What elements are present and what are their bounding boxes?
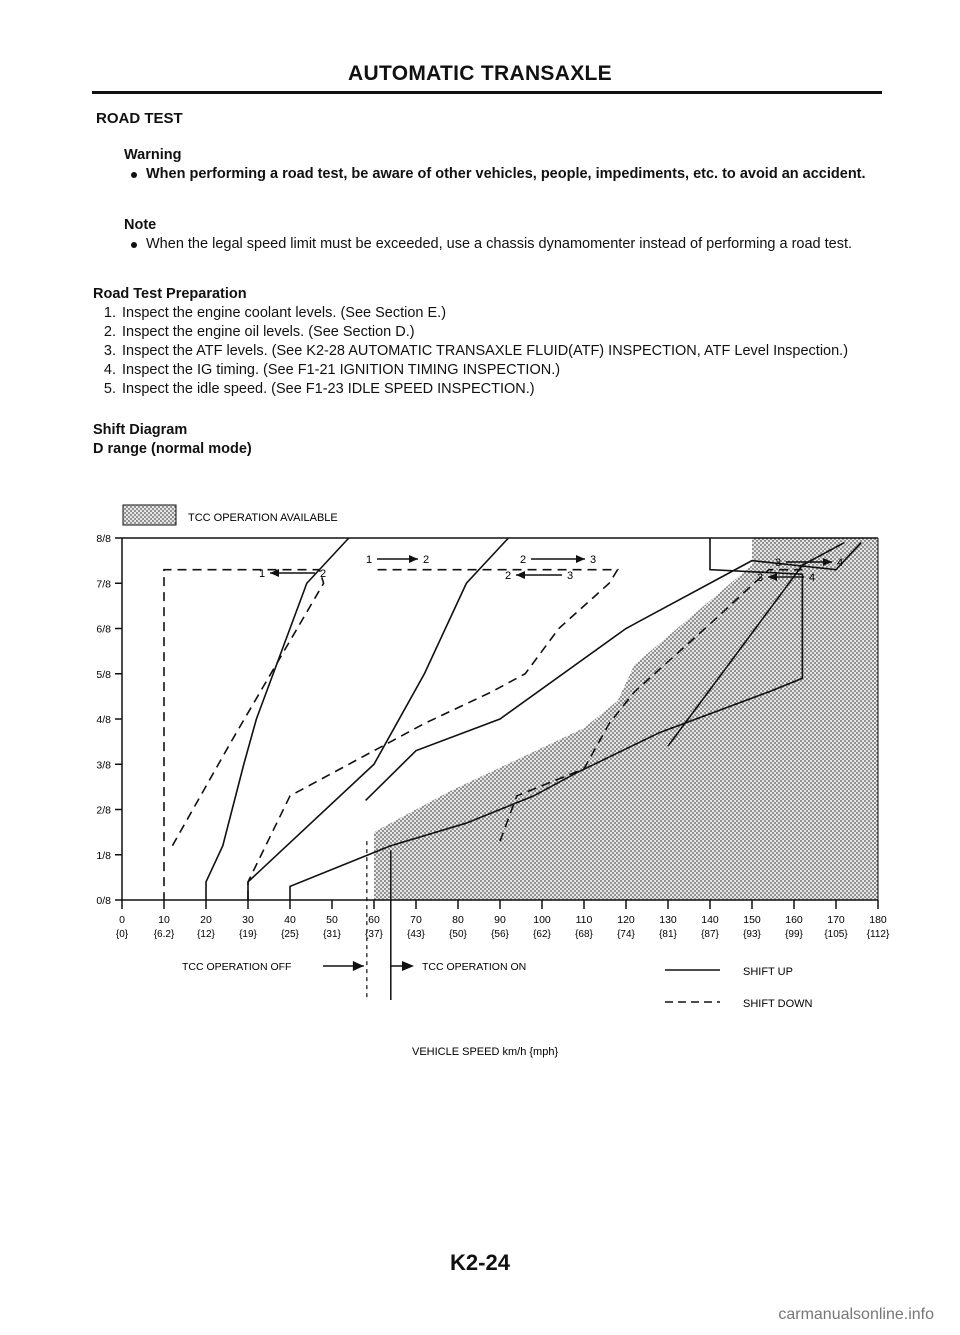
note-block: [124, 216, 892, 254]
shift-annotation-to: 2: [422, 554, 430, 566]
preparation-heading: Road Test Preparation: [93, 286, 247, 302]
x-tick-label: 0: [119, 914, 125, 926]
page-header-title: AUTOMATIC TRANSAXLE: [348, 62, 612, 85]
y-tick-label: 3/8: [96, 759, 111, 772]
x-tick-label: 110: [575, 914, 593, 926]
x-tick-mph-label: {6.2}: [153, 929, 175, 940]
shift-annotation-from: 3: [756, 572, 764, 584]
diagram-subheading: D range (normal mode): [93, 441, 252, 457]
x-tick-label: 90: [494, 914, 506, 926]
preparation-block: [93, 285, 883, 399]
shift-down-line: [164, 568, 327, 900]
x-tick-mph-label: {93}: [743, 929, 761, 940]
x-axis-label: VEHICLE SPEED km/h {mph}: [412, 1046, 559, 1058]
tcc-off-label: TCC OPERATION OFF: [182, 961, 292, 973]
tcc-off-arrowhead: [353, 961, 364, 971]
x-tick-label: 10: [158, 914, 170, 926]
x-tick-label: 60: [368, 914, 380, 926]
x-tick-mph-label: {31}: [323, 929, 341, 940]
shift-up-legend-label: SHIFT UP: [743, 966, 793, 978]
x-tick-label: 130: [659, 914, 677, 926]
tcc-on-label: TCC OPERATION ON: [422, 961, 527, 973]
header-rule: [92, 91, 882, 94]
x-tick-label: 150: [743, 914, 761, 926]
warning-item: [124, 165, 884, 184]
shift-annotation-from: 1: [258, 568, 266, 580]
warning-text: When performing a road test, be aware of other vehicles, people, impediments, etc. to avoid an accident.: [146, 166, 866, 182]
x-tick-mph-label: {105}: [824, 929, 848, 940]
tcc-legend-label: TCC OPERATION AVAILABLE: [188, 512, 338, 524]
diagram-heading-block: [93, 421, 252, 459]
shift-annotation-to: 4: [808, 572, 816, 584]
y-tick-label: 1/8: [96, 849, 111, 862]
note-text: When the legal speed limit must be exceeded, use a chassis dynamomenter instead of performing a road test.: [146, 236, 853, 252]
preparation-list: [93, 304, 883, 399]
x-tick-label: 80: [452, 914, 464, 926]
x-tick-mph-label: {50}: [449, 929, 467, 940]
x-tick-label: 140: [701, 914, 719, 926]
y-tick-label: 6/8: [96, 623, 111, 636]
shift-down-legend-label: SHIFT DOWN: [743, 998, 813, 1010]
shift-annotation-to: 2: [319, 568, 327, 580]
x-tick-mph-label: {62}: [533, 929, 551, 940]
tcc-on-arrowhead: [402, 961, 414, 971]
y-tick-label: 0/8: [96, 895, 111, 907]
watermark: carmanualsonline.info: [778, 1306, 934, 1323]
tcc-legend-swatch: [123, 505, 176, 525]
diagram-heading: Shift Diagram: [93, 422, 188, 438]
shift-annotation-to: 3: [589, 554, 597, 566]
x-tick-mph-label: {99}: [785, 929, 803, 940]
x-tick-mph-label: {0}: [115, 929, 129, 940]
shift-annotation-arrowhead: [576, 555, 585, 563]
note-heading: Note: [124, 217, 157, 233]
warning-heading: Warning: [124, 147, 182, 163]
x-tick-mph-label: {43}: [407, 929, 425, 940]
x-tick-mph-label: {68}: [575, 929, 593, 940]
note-item: [124, 235, 892, 254]
shift-annotation-to: 4: [836, 557, 844, 569]
x-tick-label: 100: [533, 914, 551, 926]
page-number: K2-24: [450, 1250, 510, 1275]
x-tick-mph-label: {87}: [701, 929, 719, 940]
x-tick-label: 160: [785, 914, 803, 926]
y-tick-label: 8/8: [96, 533, 111, 545]
x-tick-mph-label: {19}: [239, 929, 257, 940]
y-tick-label: 7/8: [96, 578, 111, 591]
preparation-step: 3. Inspect the ATF levels. (See K2-28 AUTOMATIC TRANSAXLE FLUID(ATF) INSPECTION, ATF Level Inspection.): [120, 342, 883, 361]
bullet-icon: [131, 242, 137, 248]
x-tick-label: 50: [326, 914, 338, 926]
shift-annotation-from: 2: [519, 554, 527, 566]
shift-annotation-arrowhead: [516, 571, 525, 579]
x-tick-label: 20: [200, 914, 212, 926]
shift-annotation-from: 1: [365, 554, 373, 566]
preparation-step: 1. Inspect the engine coolant levels. (See Section E.): [120, 304, 883, 323]
warning-block: [124, 146, 884, 184]
x-tick-mph-label: {37}: [365, 929, 383, 940]
shift-up-line: [206, 538, 349, 900]
x-tick-label: 120: [617, 914, 635, 926]
shift-diagram-chart: [80, 500, 920, 1070]
x-tick-label: 40: [284, 914, 296, 926]
x-tick-mph-label: {81}: [659, 929, 677, 940]
x-tick-mph-label: {112}: [866, 929, 890, 940]
preparation-step: 5. Inspect the idle speed. (See F1-23 IDLE SPEED INSPECTION.): [120, 380, 883, 399]
y-tick-label: 4/8: [96, 714, 111, 726]
preparation-step: 4. Inspect the IG timing. (See F1-21 IGNITION TIMING INSPECTION.): [120, 361, 883, 380]
bullet-icon: [131, 172, 137, 178]
x-tick-mph-label: {25}: [281, 929, 299, 940]
x-tick-mph-label: {56}: [491, 929, 509, 940]
shift-annotation-from: 2: [504, 570, 512, 582]
x-tick-label: 70: [410, 914, 422, 926]
shift-annotation-to: 3: [566, 570, 574, 582]
x-tick-mph-label: {12}: [197, 929, 215, 940]
y-tick-label: 2/8: [96, 804, 111, 817]
x-tick-label: 180: [869, 914, 887, 926]
preparation-step: 2. Inspect the engine oil levels. (See Section D.): [120, 323, 883, 342]
y-tick-label: 5/8: [96, 668, 111, 681]
x-tick-label: 170: [827, 914, 845, 926]
x-tick-mph-label: {74}: [617, 929, 635, 940]
shift-annotation-from: 3: [774, 557, 782, 569]
shift-annotation-arrowhead: [409, 555, 418, 563]
x-tick-label: 30: [242, 914, 254, 926]
section-title: ROAD TEST: [96, 110, 183, 127]
